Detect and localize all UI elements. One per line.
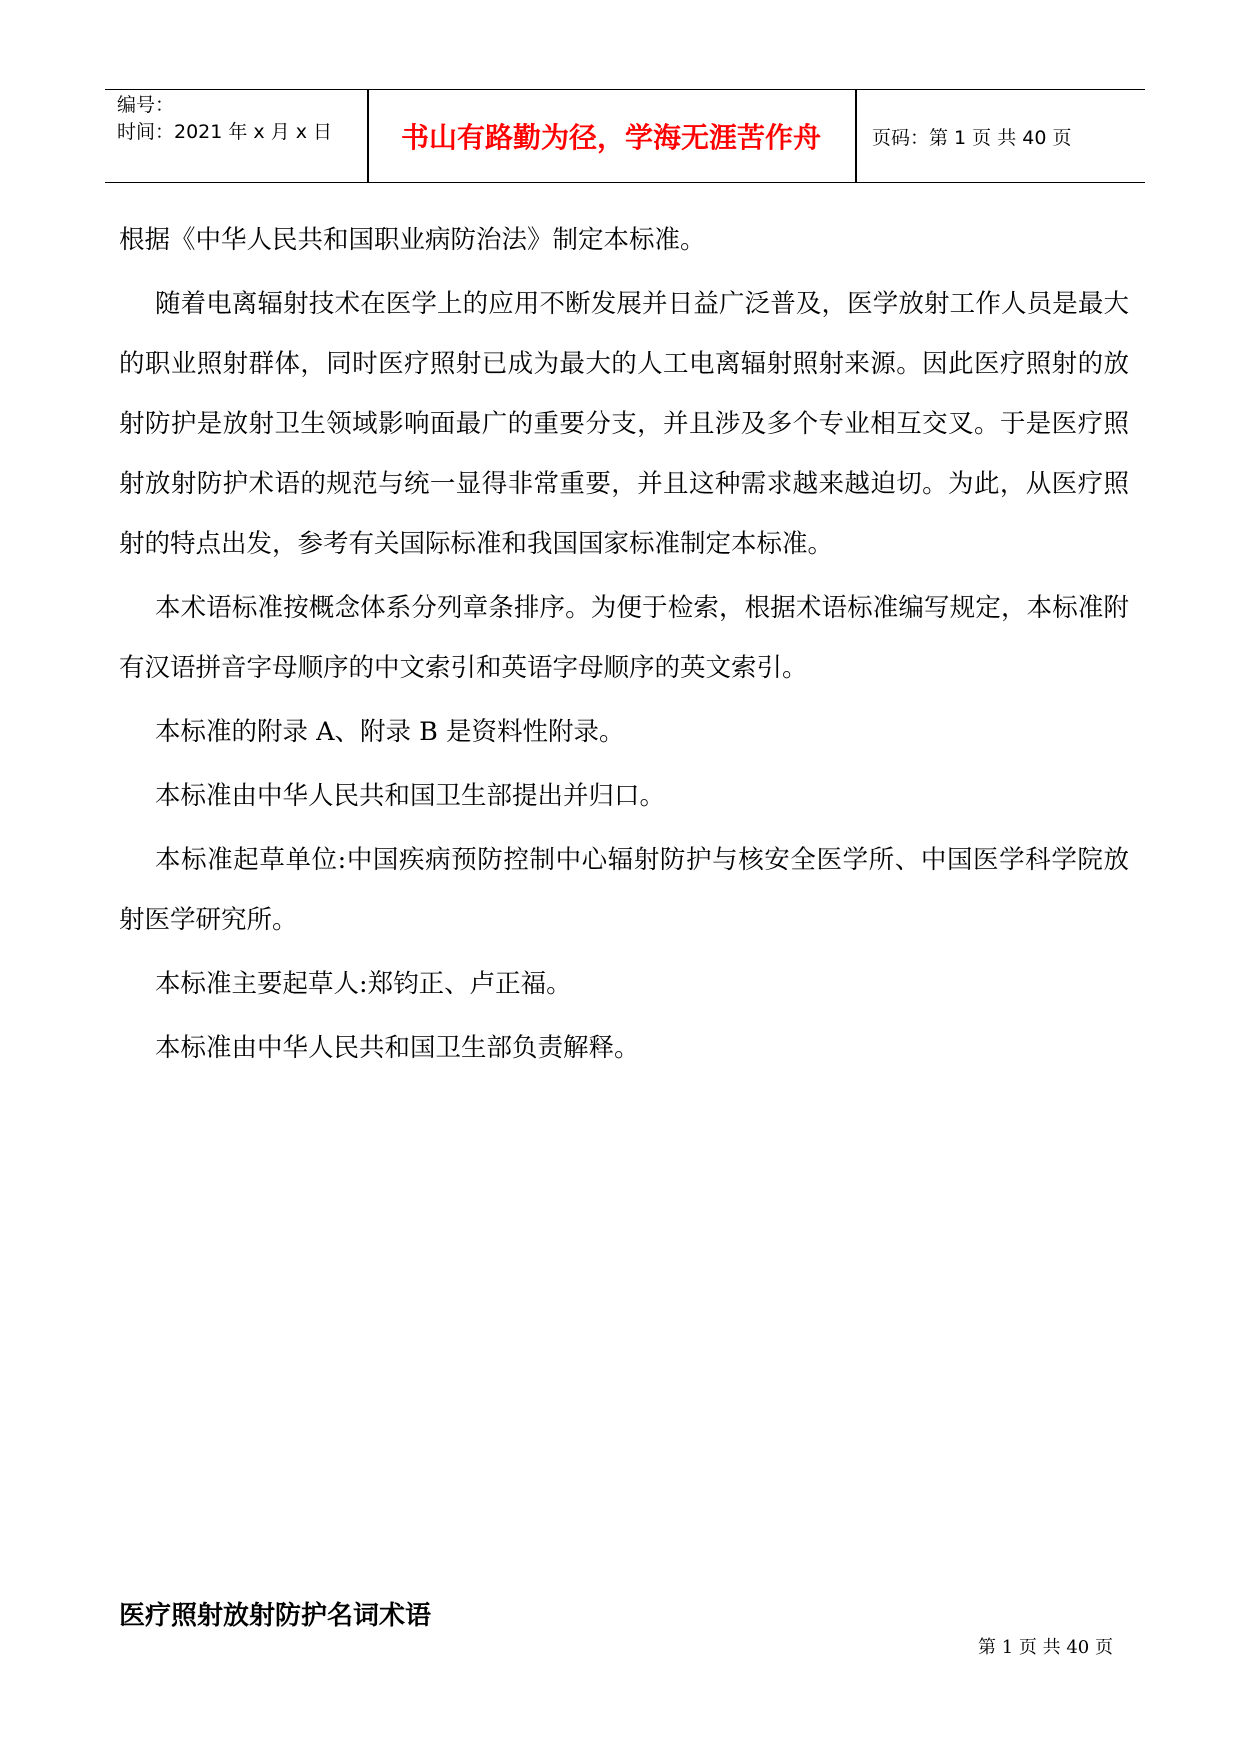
header-motto: 书山有路勤为径，学海无涯苦作舟 — [400, 121, 821, 154]
header-divider-right — [855, 90, 857, 182]
paragraph: 本术语标准按概念体系分列章条排序。为便于检索，根据术语标准编写规定，本标准附有汉语拼音字母顺序的中文索引和英语字母顺序的英文索引。 — [119, 593, 1129, 683]
footer-page-number: 第 1 页 共 40 页 — [978, 1637, 1113, 1658]
document-number-label: 编号： — [117, 94, 175, 116]
paragraph: 随着电离辐射技术在医学上的应用不断发展并日益广泛普及，医学放射工作人员是最大的职业照射群体，同时医疗照射已成为最大的人工电离辐射照射来源。因此医疗照射的放射防护是放射卫生领域影响面最广的重要分支，并且涉及多个专业相互交叉。于是医疗照射放射防护术语的规范与统一显得非常重要，并且这种需求越来越迫切。为此，从医疗照射的特点出发，参考有关国际标准和我国国家标准制定本标准。 — [119, 289, 1129, 559]
document-date: 时间：2021 年 x 月 x 日 — [117, 121, 333, 143]
paragraph: 本标准起草单位:中国疾病预防控制中心辐射防护与核安全医学所、中国医学科学院放射医学研究所。 — [119, 845, 1129, 935]
paragraph: 本标准的附录 A、附录 B 是资料性附录。 — [155, 717, 625, 747]
paragraph: 本标准主要起草人:郑钧正、卢正福。 — [155, 969, 572, 999]
header-meta — [117, 92, 367, 146]
document-body — [119, 210, 1129, 1082]
page-header — [105, 89, 1145, 183]
paragraph: 根据《中华人民共和国职业病防治法》制定本标准。 — [119, 225, 706, 255]
paragraph: 本标准由中华人民共和国卫生部提出并归口。 — [155, 781, 666, 811]
paragraph: 本标准由中华人民共和国卫生部负责解释。 — [155, 1033, 640, 1063]
header-page-info: 页码：第 1 页 共 40 页 — [872, 126, 1072, 149]
section-title: 医疗照射放射防护名词术语 — [119, 1601, 432, 1631]
